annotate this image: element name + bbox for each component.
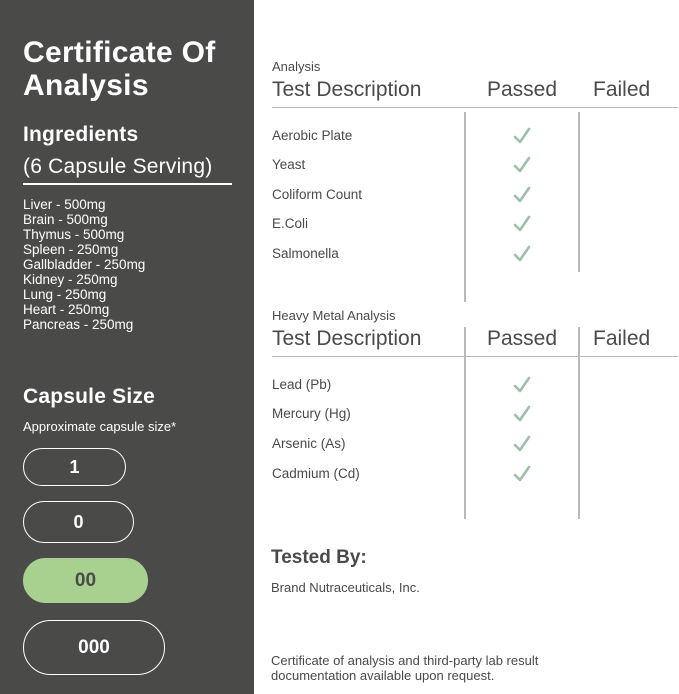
check-icon [513, 155, 531, 175]
ingredient-item: Thymus - 500mg [23, 227, 125, 242]
header-failed: Failed [593, 327, 651, 350]
capsule-size-00-selected: 00 [23, 558, 148, 603]
certificate-title: Certificate Of Analysis [23, 36, 216, 102]
analysis-table-header [272, 78, 678, 108]
ingredients-heading: Ingredients [23, 123, 139, 146]
heavy-metal-table-header [272, 327, 678, 357]
test-name: Coliform Count [272, 187, 363, 202]
header-passed: Passed [487, 78, 558, 101]
table-row [272, 246, 678, 266]
header-test-description: Test Description [272, 78, 422, 101]
table-row [272, 406, 678, 426]
table-row [272, 157, 678, 177]
column-divider [464, 272, 466, 302]
test-name: Aerobic Plate [272, 128, 353, 143]
serving-subheading: (6 Capsule Serving) [23, 155, 232, 185]
table-row [272, 377, 678, 397]
heavy-metal-section-label: Heavy Metal Analysis [272, 308, 396, 323]
test-name: Salmonella [272, 246, 339, 261]
table-row [272, 128, 678, 148]
capsule-size-1: 1 [23, 448, 126, 486]
ingredients-list [23, 197, 145, 332]
tested-by-company: Brand Nutraceuticals, Inc. [271, 580, 420, 595]
test-name: Lead (Pb) [272, 377, 332, 392]
test-name: Cadmium (Cd) [272, 466, 360, 481]
table-row [272, 466, 678, 486]
capsule-size-000: 000 [23, 620, 165, 675]
ingredient-item: Liver - 500mg [23, 197, 106, 212]
header-passed: Passed [487, 327, 558, 350]
ingredient-item: Pancreas - 250mg [23, 317, 134, 332]
analysis-panel [254, 0, 679, 694]
table-row [272, 216, 678, 236]
ingredient-item: Brain - 500mg [23, 212, 108, 227]
check-icon [513, 375, 531, 395]
ingredient-item: Lung - 250mg [23, 287, 107, 302]
sidebar-panel [0, 0, 254, 694]
ingredient-item: Gallbladder - 250mg [23, 257, 146, 272]
check-icon [513, 434, 531, 454]
check-icon [513, 404, 531, 424]
test-name: Yeast [272, 157, 306, 172]
test-name: Arsenic (As) [272, 436, 346, 451]
check-icon [513, 185, 531, 205]
check-icon [513, 244, 531, 264]
table-row [272, 187, 678, 207]
check-icon [513, 126, 531, 146]
footnote-text: Certificate of analysis and third-party lab result documentation available upon request. [271, 653, 539, 683]
capsule-size-0: 0 [23, 501, 134, 543]
capsule-size-subtitle: Approximate capsule size* [23, 419, 177, 434]
ingredient-item: Kidney - 250mg [23, 272, 118, 287]
test-name: Mercury (Hg) [272, 406, 351, 421]
analysis-section-label: Analysis [272, 59, 321, 74]
check-icon [513, 214, 531, 234]
ingredient-item: Heart - 250mg [23, 302, 110, 317]
tested-by-heading: Tested By: [271, 547, 367, 568]
table-row [272, 436, 678, 456]
header-test-description: Test Description [272, 327, 422, 350]
ingredient-item: Spleen - 250mg [23, 242, 119, 257]
test-name: E.Coli [272, 216, 309, 231]
capsule-size-heading: Capsule Size [23, 385, 155, 408]
check-icon [513, 464, 531, 484]
header-failed: Failed [593, 78, 651, 101]
